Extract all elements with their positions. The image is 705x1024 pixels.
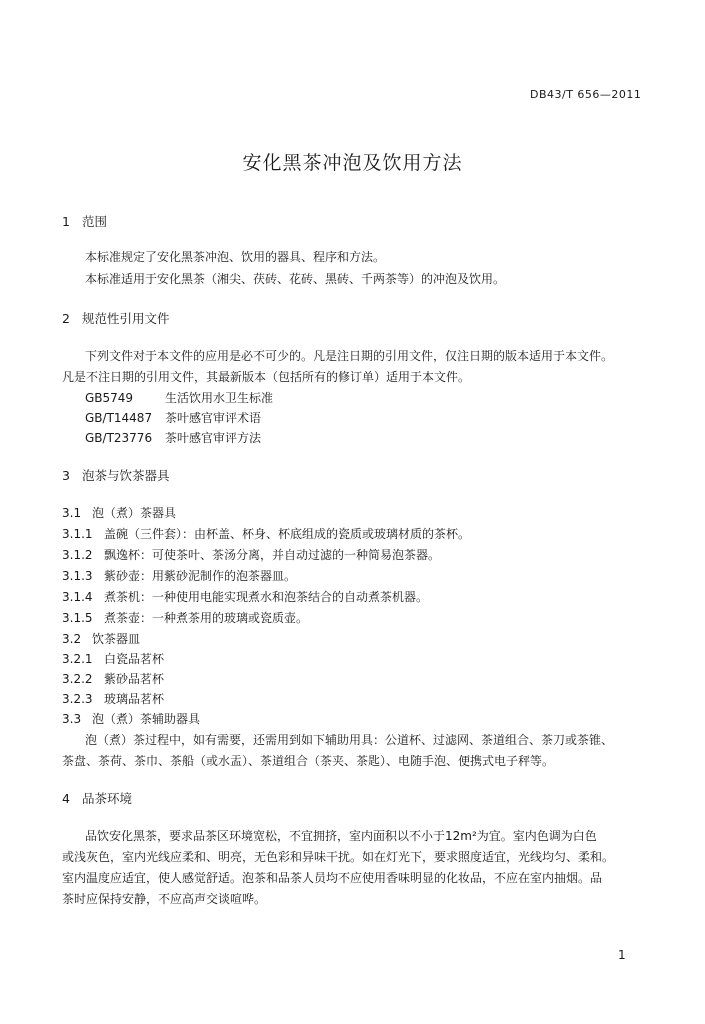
reference-code: GB/T14487 xyxy=(85,411,153,425)
reference-item xyxy=(85,409,261,426)
section-number: 1 xyxy=(62,214,70,229)
subsection-title: 饮茶器皿 xyxy=(92,632,141,646)
section-1-paragraph-1: 本标准规定了安化黑茶冲泡、饮用的器具、程序和方法。 xyxy=(85,250,386,264)
subsection-3-3-paragraph-line-2: 茶盘、茶荷、茶巾、茶船（或水盂）、茶道组合（茶夹、茶匙）、电随手泡、便携式电子秤等。 xyxy=(62,754,555,768)
subsection-3-1-3 xyxy=(62,567,296,584)
subsection-3-2-1 xyxy=(62,650,164,667)
subsection-number: 3.1.1 xyxy=(62,527,93,541)
subsection-title: 泡（煮）茶器具 xyxy=(92,506,177,520)
subsection-number: 3.2 xyxy=(62,632,82,646)
reference-item xyxy=(85,389,273,406)
section-title: 范围 xyxy=(82,214,108,229)
section-4-paragraph-line-1: 品饮安化黑茶，要求品茶区环境宽松，不宜拥挤，室内面积以不小于12m²为宜。室内色调为白色 xyxy=(85,829,597,843)
subsection-text: 玻璃品茗杯 xyxy=(104,692,165,706)
section-4-paragraph-line-3: 室内温度应适宜，使人感觉舒适。泡茶和品茶人员均不应使用香味明显的化妆品，不应在室内抽烟。品 xyxy=(62,871,603,885)
subsection-number: 3.3 xyxy=(62,712,82,726)
subsection-3-1-2 xyxy=(62,546,440,563)
subsection-title: 泡（煮）茶辅助器具 xyxy=(92,712,201,726)
subsection-number: 3.1.4 xyxy=(62,590,93,604)
subsection-number: 3.1 xyxy=(62,506,82,520)
section-2-paragraph-line-1: 下列文件对于本文件的应用是必不可少的。凡是注日期的引用文件，仅注日期的版本适用于本文件。 xyxy=(85,349,614,363)
document-title: 安化黑茶冲泡及饮用方法 xyxy=(242,152,463,174)
subsection-3-2-2 xyxy=(62,670,164,687)
section-3-heading xyxy=(62,466,170,484)
subsection-number: 3.1.2 xyxy=(62,548,93,562)
document-number: DB43/T 656—2011 xyxy=(530,88,642,101)
reference-code: GB/T23776 xyxy=(85,431,153,445)
reference-name: 茶叶感官审评术语 xyxy=(165,411,262,425)
reference-name: 茶叶感官审评方法 xyxy=(165,431,262,445)
page-number: 1 xyxy=(618,948,626,962)
subsection-text: 白瓷品茗杯 xyxy=(104,652,165,666)
reference-code: GB5749 xyxy=(85,391,134,405)
section-number: 2 xyxy=(62,311,70,326)
subsection-3-1-1 xyxy=(62,525,470,542)
subsection-text: 盖碗（三件套）：由杯盖、杯身、杯底组成的瓷质或玻璃材质的茶杯。 xyxy=(104,527,471,541)
subsection-3-1-4 xyxy=(62,588,428,605)
subsection-text: 煮茶壶：一种煮茶用的玻璃或瓷质壶。 xyxy=(104,611,309,625)
section-2-heading xyxy=(62,309,170,327)
section-1-paragraph-2: 本标准适用于安化黑茶（湘尖、茯砖、花砖、黑砖、千两茶等）的冲泡及饮用。 xyxy=(85,272,506,286)
subsection-number: 3.2.1 xyxy=(62,652,93,666)
section-2-paragraph-line-2: 凡是不注日期的引用文件，其最新版本（包括所有的修订单）适用于本文件。 xyxy=(62,370,471,384)
reference-name: 生活饮用水卫生标准 xyxy=(165,391,274,405)
subsection-text: 飘逸杯：可使茶叶、茶汤分离，并自动过滤的一种简易泡茶器。 xyxy=(104,548,441,562)
section-4-paragraph-line-2: 或浅灰色，室内光线应柔和、明亮，无色彩和异味干扰。如在灯光下，要求照度适宜，光线均匀、柔和。 xyxy=(62,850,615,864)
section-title: 品茶环境 xyxy=(82,791,133,806)
subsection-3-1-5 xyxy=(62,609,308,626)
subsection-number: 3.2.3 xyxy=(62,692,93,706)
section-4-paragraph-line-4: 茶时应保持安静，不应高声交谈喧哗。 xyxy=(62,892,267,906)
subsection-text: 煮茶机：一种使用电能实现煮水和泡茶结合的自动煮茶机器。 xyxy=(104,590,429,604)
subsection-3-3-paragraph-line-1: 泡（煮）茶过程中，如有需要，还需用到如下辅助用具：公道杯、过滤网、茶道组合、茶刀或茶锥、 xyxy=(85,733,614,747)
subsection-number: 3.1.3 xyxy=(62,569,93,583)
section-1-heading xyxy=(62,212,107,230)
subsection-3-1 xyxy=(62,504,176,521)
section-4-heading xyxy=(62,789,132,807)
section-number: 3 xyxy=(62,468,70,483)
subsection-3-2-3 xyxy=(62,690,164,707)
section-title: 规范性引用文件 xyxy=(82,311,170,326)
section-title: 泡茶与饮茶器具 xyxy=(82,468,170,483)
subsection-3-2 xyxy=(62,630,140,647)
subsection-text: 紫砂品茗杯 xyxy=(104,672,165,686)
subsection-number: 3.2.2 xyxy=(62,672,93,686)
section-number: 4 xyxy=(62,791,70,806)
subsection-text: 紫砂壶：用紫砂泥制作的泡茶器皿。 xyxy=(104,569,297,583)
subsection-number: 3.1.5 xyxy=(62,611,93,625)
subsection-3-3 xyxy=(62,710,200,727)
reference-item xyxy=(85,429,261,446)
